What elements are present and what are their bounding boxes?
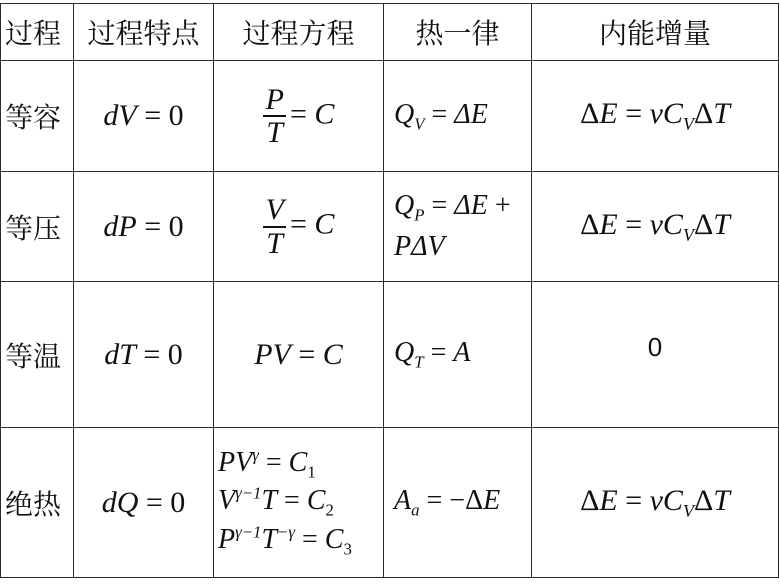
process-name: 等压 [1, 172, 74, 282]
header-row [1, 4, 779, 61]
process-feature: dT = 0 [74, 282, 214, 428]
header-first-law: 热一律 [384, 4, 532, 61]
first-law: $A_a = -\Delta E$ [384, 428, 532, 578]
process-equation: $PV^\gamma = C_1$ $V^{\gamma-1}T = C_2$ $P^{\gamma-1}T^{-\gamma} = C_3$ [214, 428, 384, 578]
process-equation: PV = C [214, 282, 384, 428]
table-row [1, 172, 779, 282]
process-equation: $\frac{V}{T}$ = C [214, 172, 384, 282]
energy-increment: $\Delta E = \nu C_V\Delta T$ [532, 172, 779, 282]
energy-increment: $\Delta E = \nu C_V\Delta T$ [532, 61, 779, 172]
energy-increment: 0 [532, 282, 779, 428]
energy-increment: $\Delta E = \nu C_V\Delta T$ [532, 428, 779, 578]
header-process: 过程 [1, 4, 74, 61]
fraction: $\frac{V}{T}$ [263, 194, 287, 259]
first-law: $Q_P = \Delta E$ + PΔV [384, 172, 532, 282]
table-row [1, 428, 779, 578]
process-feature: dQ = 0 [74, 428, 214, 578]
process-equation: $\frac{P}{T}$ = C [214, 61, 384, 172]
header-energy: 内能增量 [532, 4, 779, 61]
process-feature: dP = 0 [74, 172, 214, 282]
first-law: $Q_T = A$ [384, 282, 532, 428]
header-feature: 过程特点 [74, 4, 214, 61]
header-equation: 过程方程 [214, 4, 384, 61]
process-feature: dV = 0 [74, 61, 214, 172]
process-name: 等容 [1, 61, 74, 172]
process-name: 绝热 [1, 428, 74, 578]
table-row [1, 282, 779, 428]
fraction: $\frac{P}{T}$ [263, 84, 287, 149]
thermo-process-table [0, 3, 779, 578]
process-name: 等温 [1, 282, 74, 428]
table-row [1, 61, 779, 172]
first-law: $Q_V = \Delta E$ [384, 61, 532, 172]
